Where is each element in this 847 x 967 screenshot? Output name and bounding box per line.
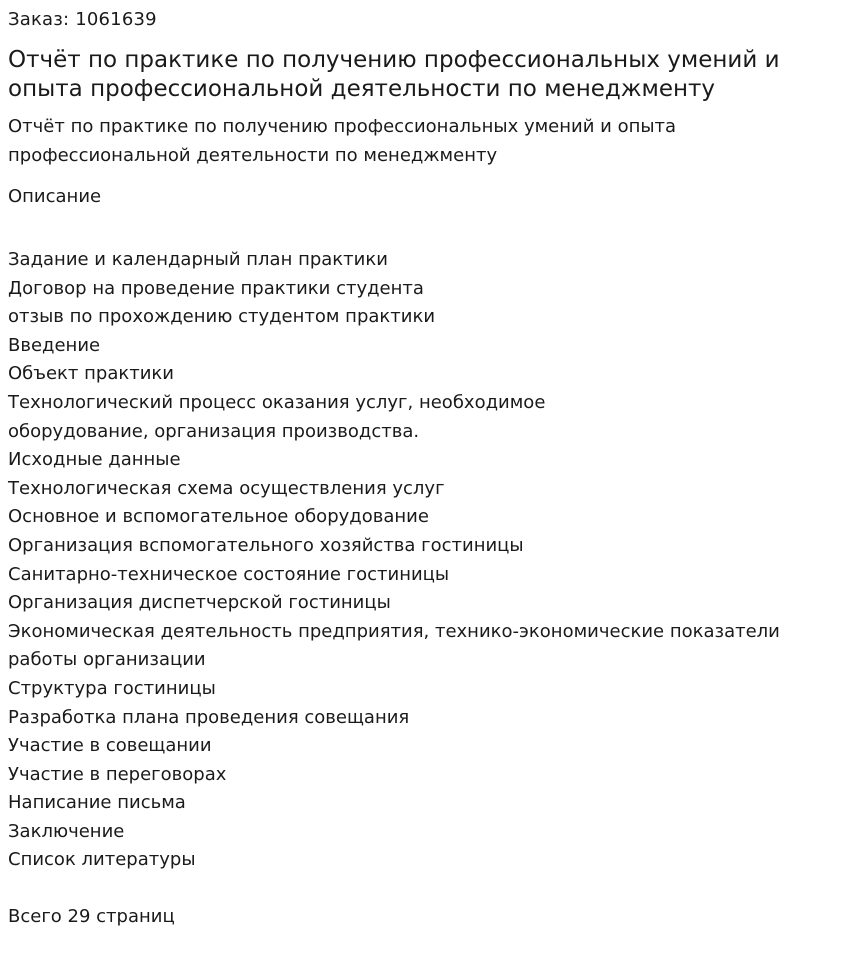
contents-item: отзыв по прохождению студентом практики (8, 306, 436, 328)
document-subtitle: Отчёт по практике по получению профессиональных умений и опыта профессиональной деятельности по менеджменту (8, 116, 677, 166)
contents-item: Разработка плана проведения совещания (8, 706, 410, 728)
contents-item: Заключение (8, 820, 125, 842)
total-pages: Всего 29 страниц (8, 906, 175, 928)
contents-item: Список литературы (8, 849, 196, 871)
contents-item: Организация диспетчерской гостиницы (8, 592, 391, 614)
contents-item: Написание письма (8, 792, 186, 814)
contents-item: Объект практики (8, 363, 174, 385)
contents-item: Задание и календарный план практики (8, 249, 388, 270)
contents-item: Введение (8, 334, 101, 356)
contents-item: Экономическая деятельность предприятия, технико-экономические показатели работы организации (8, 620, 780, 671)
contents-item: Технологический процесс оказания услуг, необходимое оборудование, организация производства. (8, 391, 546, 442)
contents-item: Основное и вспомогательное оборудование (8, 506, 429, 528)
order-number: Заказ: 1061639 (8, 9, 157, 30)
contents-item: Организация вспомогательного хозяйства гостиницы (8, 534, 524, 556)
contents-item: Договор на проведение практики студента (8, 277, 424, 299)
contents-item: Участие в совещании (8, 735, 212, 757)
contents-item: Санитарно-техническое состояние гостиницы (8, 563, 450, 585)
contents-item: Участие в переговорах (8, 763, 227, 785)
document-title: Отчёт по практике по получению профессиональных умений и опыта профессиональной деятельности по менеджменту (8, 47, 780, 102)
contents-item: Технологическая схема осуществления услуг (8, 477, 445, 499)
contents-list (8, 246, 838, 875)
description-heading: Описание (8, 186, 102, 207)
contents-item: Исходные данные (8, 449, 181, 471)
contents-item: Структура гостиницы (8, 677, 216, 699)
